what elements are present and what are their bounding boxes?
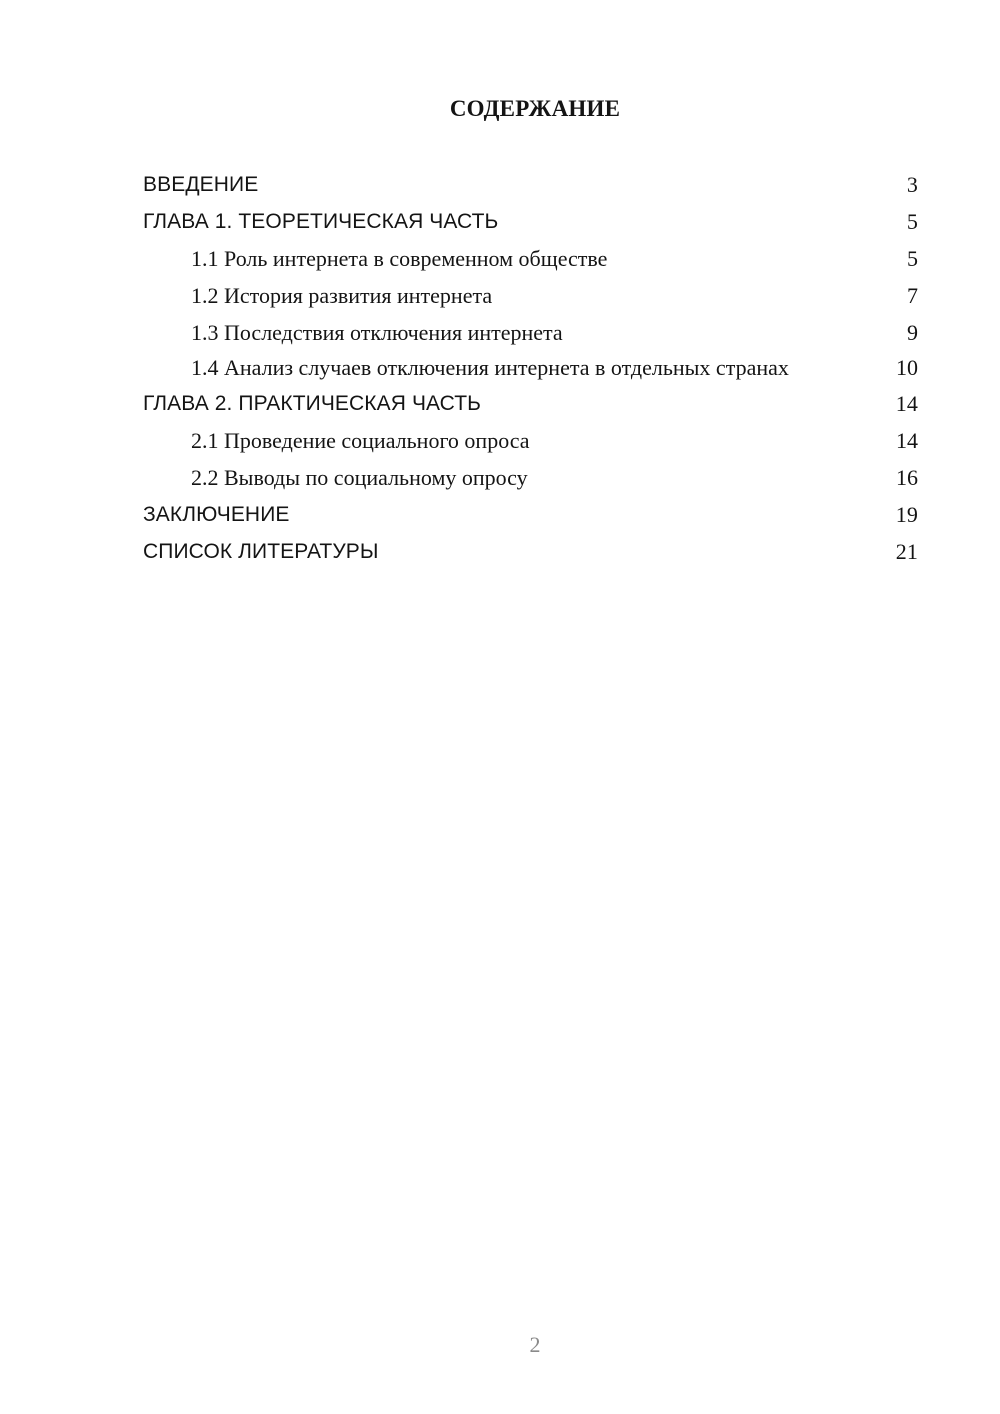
toc-entry-page: 9 bbox=[907, 320, 918, 345]
toc-entry-label: 1.4 Анализ случаев отключения интернета в отдельных странах bbox=[191, 355, 789, 380]
toc-entry-section-1-3[interactable] bbox=[143, 314, 918, 351]
toc-entry-label: 2.2 Выводы по социальному опросу bbox=[191, 465, 528, 490]
toc-title: СОДЕРЖАНИЕ bbox=[449, 96, 621, 121]
toc-entry-label: ЗАКЛЮЧЕНИЕ bbox=[143, 503, 290, 526]
toc-entry-label: ВВЕДЕНИЕ bbox=[143, 173, 259, 196]
toc-entry-page: 10 bbox=[896, 355, 918, 380]
toc-entry-page: 19 bbox=[895, 502, 918, 527]
page-number: 2 bbox=[529, 1332, 541, 1357]
toc-entry-section-1-4[interactable] bbox=[143, 351, 918, 385]
toc-entry-page: 14 bbox=[895, 391, 918, 416]
toc-entry-page: 7 bbox=[907, 283, 918, 308]
toc-entry-page: 5 bbox=[906, 209, 918, 234]
toc-entry-section-2-2[interactable] bbox=[143, 459, 918, 496]
toc-entry-label: 1.1 Роль интернета в современном обществе bbox=[191, 246, 608, 271]
toc-entry-section-1-1[interactable] bbox=[143, 240, 918, 277]
toc-entry-page: 16 bbox=[896, 465, 918, 490]
toc-entry-label: 1.3 Последствия отключения интернета bbox=[191, 320, 563, 345]
toc-entry-label: 2.1 Проведение социального опроса bbox=[191, 428, 530, 453]
toc-entry-introduction[interactable] bbox=[143, 166, 918, 203]
toc-entry-page: 5 bbox=[907, 246, 918, 271]
toc-entry-references[interactable] bbox=[143, 533, 918, 570]
toc-entry-section-2-1[interactable] bbox=[143, 422, 918, 459]
toc-entry-page: 3 bbox=[906, 172, 918, 197]
toc-entry-conclusion[interactable] bbox=[143, 496, 918, 533]
table-of-contents bbox=[143, 166, 918, 570]
toc-entry-label: ГЛАВА 2. ПРАКТИЧЕСКАЯ ЧАСТЬ bbox=[143, 392, 482, 415]
toc-entry-page: 14 bbox=[896, 428, 918, 453]
toc-entry-label: 1.2 История развития интернета bbox=[191, 283, 493, 308]
toc-entry-page: 21 bbox=[895, 539, 918, 564]
toc-entry-section-1-2[interactable] bbox=[143, 277, 918, 314]
toc-entry-chapter-1[interactable] bbox=[143, 203, 918, 240]
toc-entry-chapter-2[interactable] bbox=[143, 385, 918, 422]
toc-entry-label: СПИСОК ЛИТЕРАТУРЫ bbox=[143, 540, 379, 563]
toc-entry-label: ГЛАВА 1. ТЕОРЕТИЧЕСКАЯ ЧАСТЬ bbox=[143, 210, 499, 233]
